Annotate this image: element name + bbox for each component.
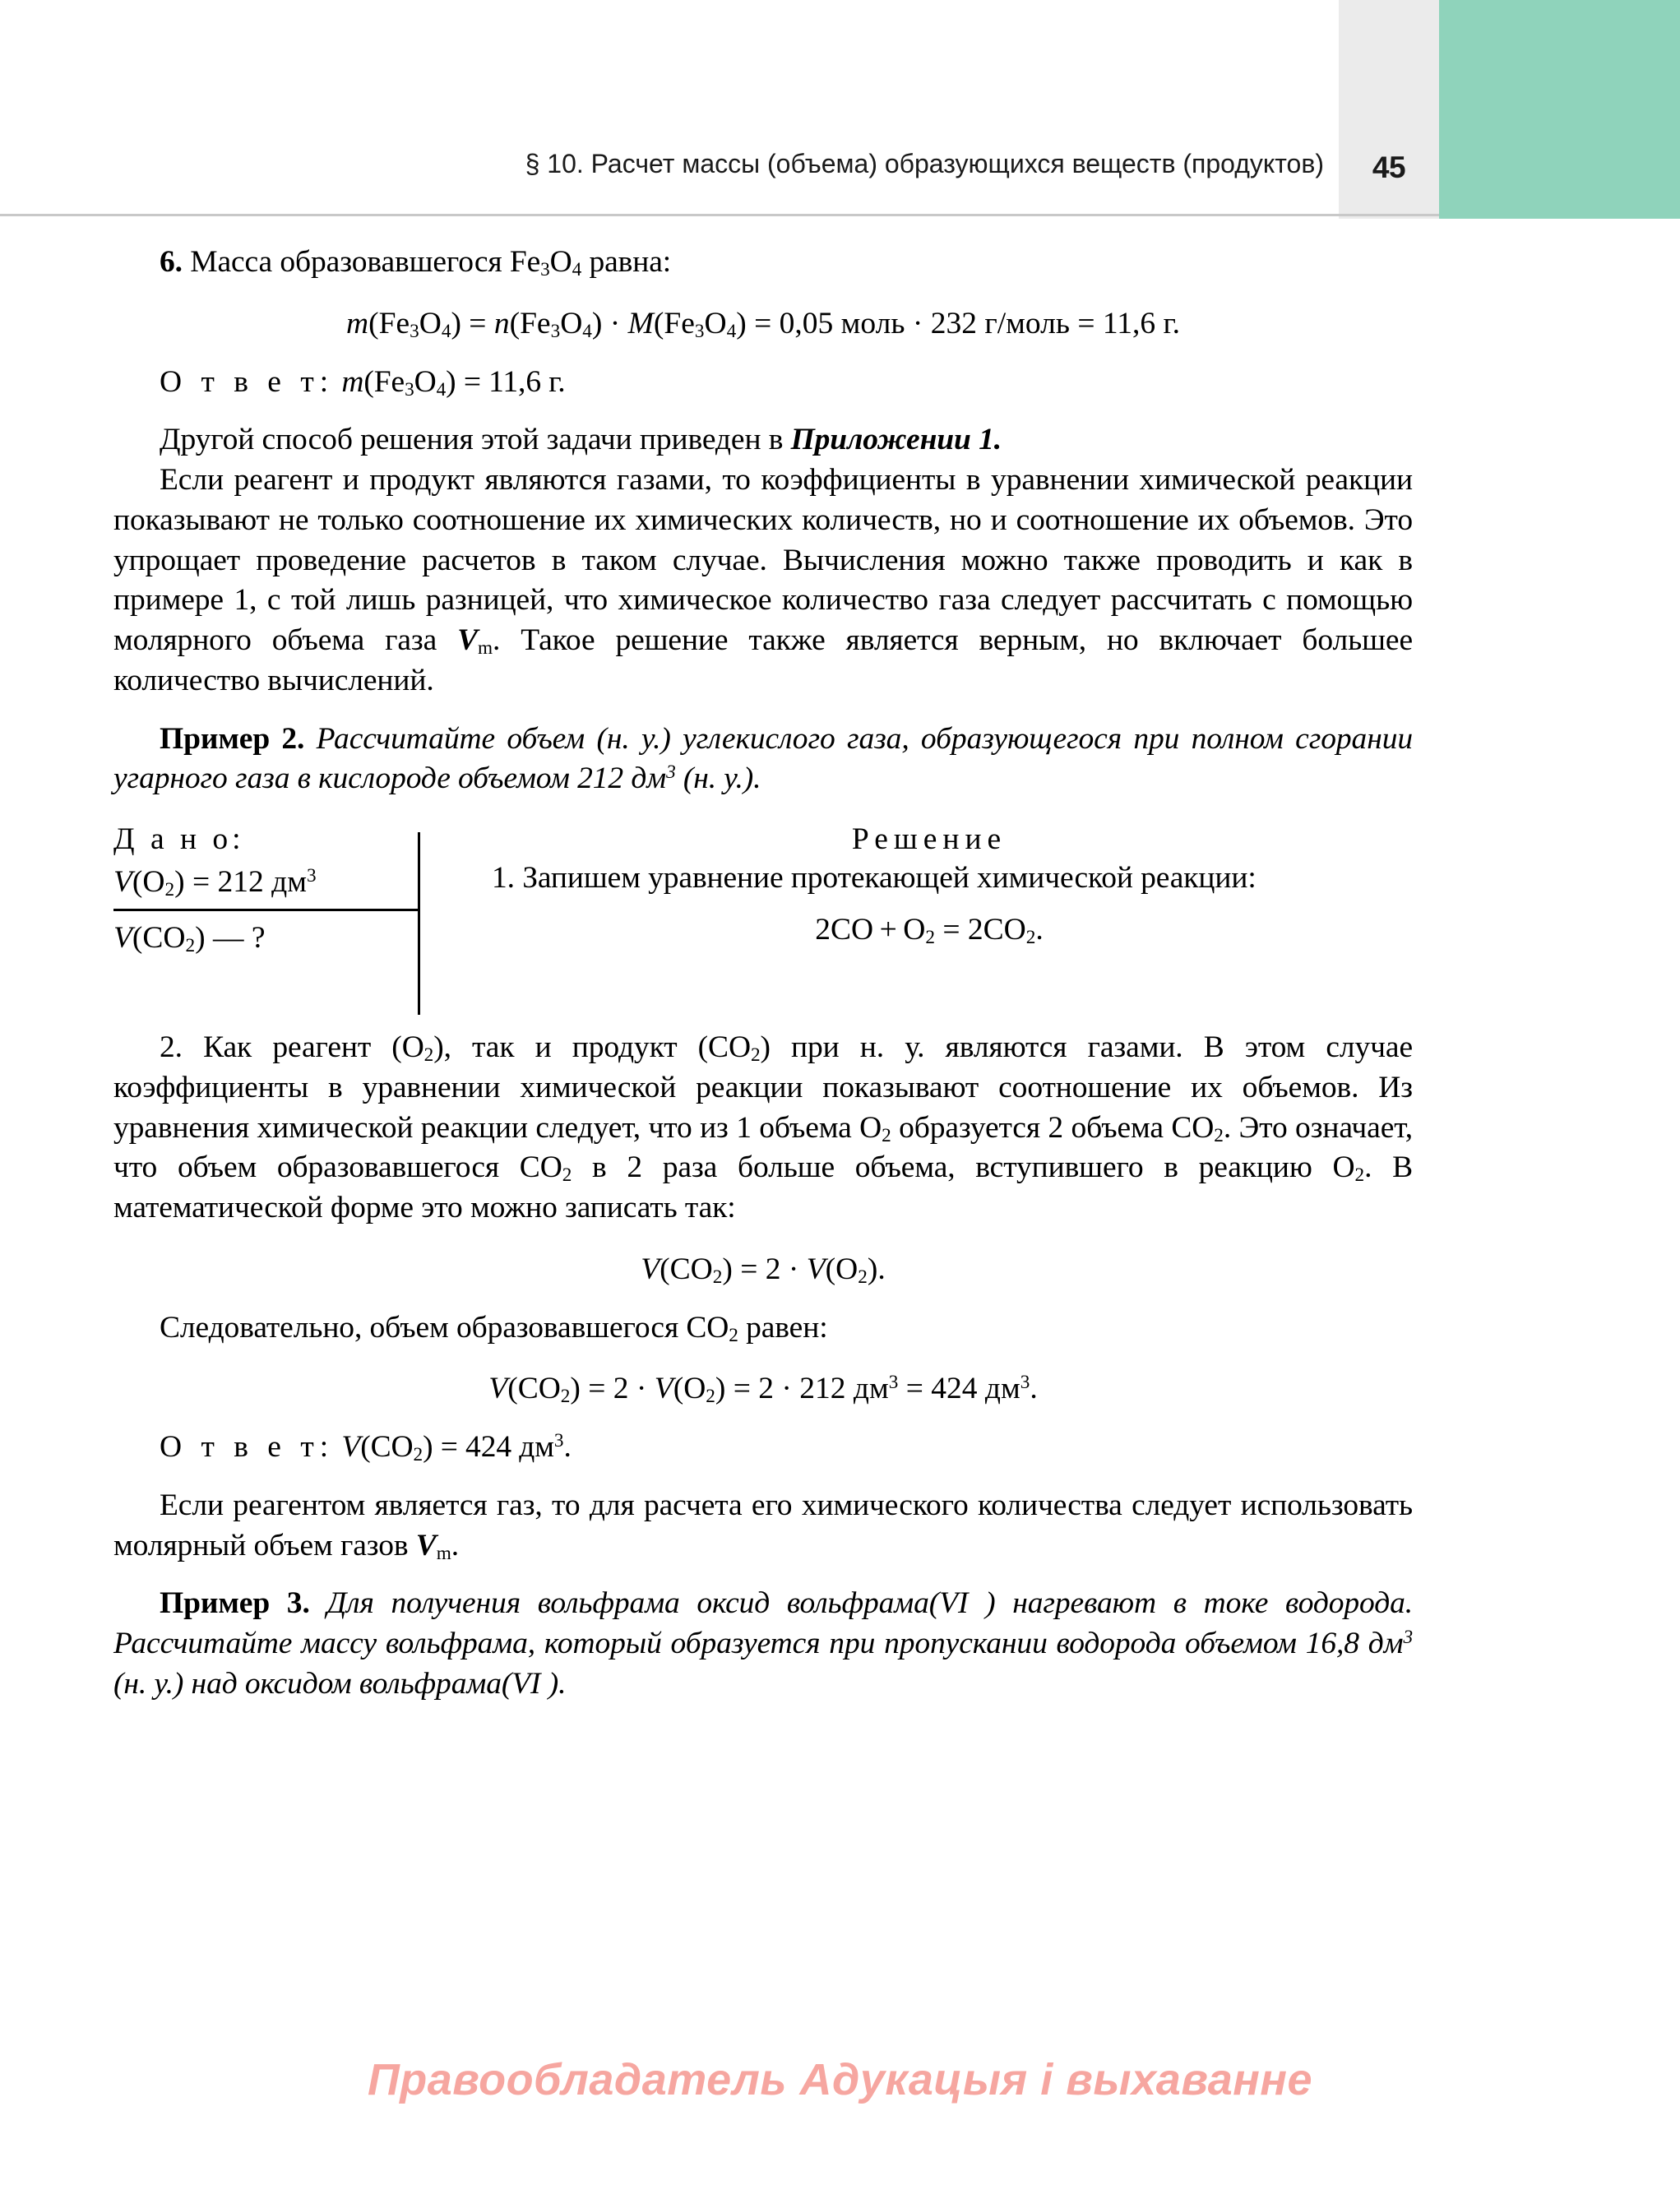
copyright-watermark: Правообладатель Адукацыя і выхаванне xyxy=(367,2055,1313,2104)
given-co2-sub: 2 xyxy=(185,935,196,957)
answer-2-exponent: 3 xyxy=(553,1429,564,1451)
therefore-sub: 2 xyxy=(729,1324,738,1346)
page-number: 45 xyxy=(1372,150,1406,184)
given-horizontal-rule xyxy=(113,909,419,911)
o-symbol-4: O xyxy=(414,364,437,399)
given-v-symbol-2: V xyxy=(113,921,132,956)
reagent-gas-text: Если реагентом является газ, то для расчета его химического количества следует использовать молярный объем газов xyxy=(113,1488,1413,1562)
given-unknown-marker: ) — ? xyxy=(195,921,266,956)
given-label: Д а н о: xyxy=(113,822,245,856)
therefore-text-a: Следовательно, объем образовавшегося CO xyxy=(160,1310,729,1345)
example-2-text-tail: (н. у.). xyxy=(675,762,761,796)
given-panel xyxy=(113,821,410,960)
item-6-number: 6. xyxy=(160,245,183,279)
step2-text-b: ), так и продукт (CO xyxy=(433,1030,751,1064)
fe-sub-4: 3 xyxy=(405,378,414,400)
value-M: 232 г/моль xyxy=(930,306,1070,340)
reaction-right-co: 2CO xyxy=(967,912,1026,947)
answer-line-1: О т в е т: $m(Fe_3O_4) = 11,6$ г. xyxy=(160,364,566,400)
fe-symbol-2: Fe xyxy=(520,306,551,340)
reaction-left-co: 2CO xyxy=(815,912,874,947)
answer-value-2: = 424 дм xyxy=(440,1430,554,1464)
o-symbol-2: O xyxy=(560,306,583,340)
item-6-sub-4: 4 xyxy=(572,259,582,281)
fe-symbol-3: Fe xyxy=(664,306,695,340)
solution-step-1: 1. Запишем уравнение протекающей химической реакции: xyxy=(492,860,1257,895)
step2-sub-b: 2 xyxy=(750,1044,761,1067)
fe-sub-2: 3 xyxy=(550,320,561,342)
vm-symbol-2: V xyxy=(415,1528,437,1562)
step2-text-a: 2. Как реагент (O xyxy=(160,1030,424,1064)
fe-sub-3: 3 xyxy=(694,320,705,342)
fe-symbol-4: Fe xyxy=(373,364,405,399)
example-2-block xyxy=(113,720,1413,800)
o-sub: 4 xyxy=(441,320,451,342)
o-symbol: O xyxy=(419,306,442,340)
accent-color-block xyxy=(1439,0,1680,219)
step2-sub-a: 2 xyxy=(423,1044,434,1067)
reaction-left-o: O xyxy=(903,912,926,947)
o-sub-3: 4 xyxy=(726,320,737,342)
equation-final-volume: $V(CO_2) = 2 \cdot V(O_2) = 2 \cdot 212$ $дм^3 = 424$ $дм^3$. xyxy=(488,1372,1038,1408)
solution-title: Решение xyxy=(851,822,1007,856)
example-3-exponent: 3 xyxy=(1403,1626,1413,1648)
answer-2-period: . xyxy=(563,1430,572,1464)
value-n: 0,05 моль xyxy=(779,306,905,340)
vm-symbol: V xyxy=(457,623,479,657)
step2-sub-f: 2 xyxy=(1354,1164,1365,1187)
page-number-block xyxy=(1339,0,1439,219)
reaction-equals: = xyxy=(942,912,960,947)
item-6-sub-3: 3 xyxy=(540,259,550,281)
o-sub-4: 4 xyxy=(436,378,447,400)
fe-symbol: Fe xyxy=(378,306,410,340)
answer-line-2: О т в е т: $V(CO_2) = 424$ $дм^3$. xyxy=(160,1429,572,1466)
answer-label-1: О т в е т: xyxy=(160,364,335,399)
given-solution-block xyxy=(113,821,1413,1028)
paragraph-therefore xyxy=(113,1308,1413,1349)
M-symbol: M xyxy=(627,306,654,340)
given-o2-sub: 2 xyxy=(164,878,175,900)
step2-text-e: . Это означает, что объем образовавшегося CO xyxy=(113,1110,1414,1185)
n-symbol: n xyxy=(493,306,510,340)
fe-sub: 3 xyxy=(410,320,419,342)
equation-mass-fe3o4: $m(Fe_3O_4) = n(Fe_3O_4) \cdot M(Fe_3O_4) = 0,05$ моль · 232 г/моль = 11,6 г. xyxy=(346,306,1180,342)
gases-text-main: Если реагент и продукт являются газами, то коэффициенты в уравнении химической реакции показывают не только соотношение их химических количеств, но и соотношение их объемов. Это упрощает проведение расчетов в таком случае. Вычисления можно также проводить и как в примере 1, с той лишь разницей, что химическое количество газа следует рассчитать с помощью молярного объема газа xyxy=(113,463,1413,657)
given-species-o2: (O xyxy=(132,864,165,899)
equation-volume-ratio: $V(CO_2) = 2 \cdot V(O_2)$. xyxy=(641,1252,886,1288)
given-solution-vertical-divider xyxy=(418,832,420,1015)
m-symbol: m xyxy=(346,306,369,340)
step2-text-g: . В математической форме это можно записать так: xyxy=(113,1150,1414,1224)
example-3-block xyxy=(113,1584,1413,1704)
item-6-text-2: O xyxy=(549,245,572,279)
running-head: § 10. Расчет массы (объема) образующихся веществ (продуктов) xyxy=(525,149,1324,178)
given-known-value: = 212 дм xyxy=(184,864,307,899)
value-result: 11,6 г. xyxy=(1102,306,1180,340)
reaction-plus: + xyxy=(879,912,897,947)
paragraph-reagent-gas xyxy=(113,1486,1413,1567)
paragraph-other-method xyxy=(113,420,1413,461)
reaction-left-o-sub: 2 xyxy=(925,926,935,948)
step2-sub-d: 2 xyxy=(1214,1124,1224,1146)
step2-text-d: образуется 2 объема CO xyxy=(891,1110,1215,1145)
given-row-known: $V(O_2) = 212$ $дм^3$ xyxy=(113,864,317,900)
paragraph-step-2 xyxy=(113,1028,1413,1229)
answer-value-1: = 11,6 г. xyxy=(463,364,566,399)
o-symbol-3: O xyxy=(704,306,727,340)
therefore-text-b: равен: xyxy=(738,1310,828,1345)
given-v-symbol: V xyxy=(113,864,132,899)
other-method-text: Другой способ решения этой задачи приведен в xyxy=(160,423,791,457)
vm-subscript-2: m xyxy=(436,1542,451,1564)
paragraph-gases xyxy=(113,461,1413,701)
vm-subscript: m xyxy=(478,637,493,660)
step2-sub-e: 2 xyxy=(562,1164,572,1187)
example-3-text-tail: (н. у.) над оксидом вольфрама(VI ). xyxy=(113,1666,567,1701)
answer-label-2: О т в е т: xyxy=(160,1430,335,1464)
reaction-period: . xyxy=(1035,912,1044,947)
step2-text-f: в 2 раза больше объема, вступившего в реакцию O xyxy=(572,1150,1355,1185)
reaction-right-sub: 2 xyxy=(1025,926,1036,948)
given-species-co2: (CO xyxy=(132,921,186,956)
item-6-heading xyxy=(113,243,1413,283)
example-3-label: Пример 3. xyxy=(160,1586,310,1621)
o-sub-2: 4 xyxy=(582,320,592,342)
gases-text-tail: . Такое решение также является верным, но включает большее количество вычислений. xyxy=(113,623,1414,697)
solution-panel xyxy=(446,821,1413,947)
step2-sub-c: 2 xyxy=(882,1124,891,1146)
m-symbol-answer: m xyxy=(341,364,364,399)
given-known-exponent: 3 xyxy=(306,864,317,886)
appendix-reference: Приложении 1. xyxy=(790,423,1002,457)
example-2-exponent: 3 xyxy=(666,762,676,784)
item-6-tail: равна: xyxy=(581,245,672,279)
text-column xyxy=(113,243,1413,1705)
example-2-text: Рассчитайте объем (н. у.) углекислого газа, образующегося при полном сгорании угарного газа в кислороде объемом 212 дм xyxy=(113,721,1413,796)
reaction-equation xyxy=(446,912,1413,947)
step2-text-c: ) при н. у. являются газами. В этом случае коэффициенты в уравнении химической реакции показывают соотношение их объемов. Из уравнения химической реакции следует, что из 1 объема O xyxy=(113,1030,1414,1145)
header-divider-rule xyxy=(0,214,1439,216)
reagent-gas-tail: . xyxy=(451,1528,459,1562)
example-2-label: Пример 2. xyxy=(160,721,305,756)
item-6-text: Масса образовавшегося Fe xyxy=(190,245,541,279)
given-row-unknown xyxy=(113,918,410,960)
example-3-text: Для получения вольфрама оксид вольфрама(VI ) нагревают в токе водорода. Рассчитайте массу вольфрама, который образуется при пропускании водорода объемом 16,8 дм xyxy=(113,1586,1413,1660)
